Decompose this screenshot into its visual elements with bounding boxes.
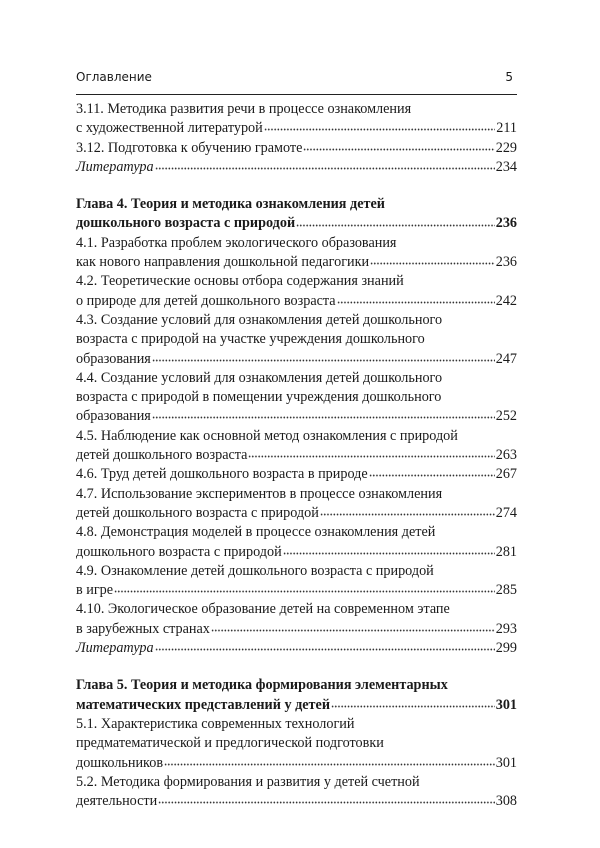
toc-entry[interactable] — [76, 773, 517, 812]
toc-entry-title: Литература — [76, 158, 154, 175]
toc-page-number: 236 — [495, 215, 517, 232]
toc-entry-title: образования — [76, 350, 151, 367]
toc-entry-line: 5.1. Характеристика современных технологий — [76, 715, 355, 732]
toc-page-number: 301 — [495, 754, 517, 771]
toc-entry-last-line — [76, 139, 517, 158]
page-number: 5 — [505, 70, 513, 84]
toc-page-number: 229 — [495, 139, 517, 156]
toc-entry-title: деятельности — [76, 793, 158, 810]
toc-entry-last-line — [76, 446, 517, 465]
toc-entry[interactable] — [76, 234, 517, 273]
toc-entry-line: 4.9. Ознакомление детей дошкольного возраста с природой — [76, 562, 434, 579]
toc-entry-last-line — [76, 292, 517, 311]
toc-entry-line: 5.2. Методика формирования и развития у детей счетной — [76, 773, 420, 790]
toc-entry-title: дошкольного возраста с природой — [76, 543, 282, 560]
toc-entry-line: Глава 5. Теория и методика формирования элементарных — [76, 677, 448, 694]
toc-entry-line: возраста с природой на участке учреждения дошкольного — [76, 331, 425, 348]
dot-leader — [211, 628, 495, 633]
toc-entry-title: в зарубежных странах — [76, 620, 210, 637]
dot-leader — [164, 762, 495, 767]
toc-entry-title: математических представлений у детей — [76, 696, 330, 713]
toc-entry-line: 4.10. Экологическое образование детей на современном этапе — [76, 601, 450, 618]
toc-entry-last-line — [76, 350, 517, 369]
toc-entry-title: детей дошкольного возраста — [76, 447, 248, 464]
toc-page-number: 267 — [495, 466, 517, 483]
toc-entry-last-line — [76, 465, 517, 484]
dot-leader — [320, 512, 495, 517]
toc-page-number: 242 — [495, 292, 517, 309]
toc-chapter[interactable] — [76, 676, 517, 715]
toc-entry-title: детей дошкольного возраста с природой — [76, 504, 319, 521]
toc-entry-title: дошкольного возраста с природой — [76, 215, 296, 232]
toc-entry[interactable] — [76, 715, 517, 773]
toc-entry-last-line — [76, 504, 517, 523]
toc-entry-line: 4.5. Наблюдение как основной метод ознакомления с природой — [76, 427, 458, 444]
dot-leader — [152, 358, 495, 363]
toc-entry-line: 4.8. Демонстрация моделей в процессе ознакомления детей — [76, 524, 436, 541]
toc-page-number: 281 — [495, 543, 517, 560]
toc-entry-line: 4.7. Использование экспериментов в процессе ознакомления — [76, 485, 443, 502]
dot-leader — [369, 473, 495, 478]
toc-entry[interactable] — [76, 427, 517, 466]
toc-entry-title: с художественной литературой — [76, 120, 263, 137]
dot-leader — [155, 166, 495, 171]
toc-entry-title: 4.6. Труд детей дошкольного возраста в природе — [76, 466, 368, 483]
toc-page-number: 252 — [495, 408, 517, 425]
toc-entry-last-line — [76, 158, 517, 177]
toc-entry[interactable] — [76, 272, 517, 311]
toc-entry[interactable] — [76, 465, 517, 484]
toc-entry[interactable] — [76, 139, 517, 158]
toc-entry-line: Глава 4. Теория и методика ознакомления детей — [76, 196, 385, 213]
toc-entry[interactable] — [76, 100, 517, 139]
dot-leader — [296, 223, 495, 228]
section-gap — [76, 658, 517, 676]
toc-entry-title: Литература — [76, 640, 154, 657]
toc-page-number: 293 — [495, 620, 517, 637]
running-header-title: Оглавление — [76, 70, 152, 84]
toc-entry[interactable] — [76, 600, 517, 639]
dot-leader — [248, 454, 494, 459]
toc-page-number: 285 — [495, 582, 517, 599]
toc-page-number: 263 — [495, 447, 517, 464]
toc-entry-last-line — [76, 620, 517, 639]
dot-leader — [303, 147, 494, 152]
toc-entry-title: дошкольников — [76, 754, 164, 771]
toc-entry-last-line — [76, 792, 517, 811]
toc-entry-last-line — [76, 253, 517, 272]
toc-entry-title: образования — [76, 408, 151, 425]
toc-entry-line: 3.11. Методика развития речи в процессе ознакомления — [76, 101, 412, 117]
toc-entry-line: 4.3. Создание условий для ознакомления детей дошкольного — [76, 311, 443, 328]
toc-entry-line: 4.1. Разработка проблем экологического образования — [76, 234, 397, 251]
dot-leader — [158, 800, 495, 805]
toc-entry-line: возраста с природой в помещении учреждения дошкольного — [76, 389, 442, 406]
toc-entry-last-line — [76, 581, 517, 600]
toc-entry-line: 4.4. Создание условий для ознакомления детей дошкольного — [76, 369, 443, 386]
toc-entry-last-line — [76, 639, 517, 658]
toc-entry-line: 4.2. Теоретические основы отбора содержания знаний — [76, 273, 404, 290]
dot-leader — [155, 647, 495, 652]
dot-leader — [337, 300, 495, 305]
toc-page-number: 247 — [495, 350, 517, 367]
toc-entry-last-line — [76, 543, 517, 562]
toc-entry[interactable] — [76, 562, 517, 601]
dot-leader — [331, 704, 495, 709]
toc-entry-title: о природе для детей дошкольного возраста — [76, 292, 336, 309]
section-gap — [76, 177, 517, 195]
toc-entry[interactable] — [76, 311, 517, 369]
toc-page-number: 234 — [495, 158, 517, 175]
dot-leader — [283, 551, 495, 556]
toc-page-number: 308 — [495, 793, 517, 810]
toc-literature[interactable] — [76, 639, 517, 658]
toc-page-number: 301 — [495, 696, 517, 713]
toc-entry-title: как нового направления дошкольной педагогики — [76, 254, 370, 271]
toc-entry[interactable] — [76, 523, 517, 562]
running-header — [76, 66, 517, 86]
toc-entry[interactable] — [76, 369, 517, 427]
dot-leader — [370, 261, 495, 266]
toc-entry-title: 3.12. Подготовка к обучению грамоте — [76, 139, 303, 156]
toc-entry-last-line — [76, 407, 517, 426]
table-of-contents — [76, 100, 517, 811]
dot-leader — [114, 589, 495, 594]
dot-leader — [264, 127, 496, 132]
toc-page-number: 211 — [496, 120, 517, 137]
toc-entry-title: в игре — [76, 582, 114, 599]
toc-literature[interactable] — [76, 158, 517, 177]
toc-page-number: 299 — [495, 640, 517, 657]
toc-entry[interactable] — [76, 485, 517, 524]
toc-entry-last-line — [76, 696, 517, 715]
toc-entry-last-line — [76, 214, 517, 233]
toc-page-number: 274 — [495, 504, 517, 521]
dot-leader — [152, 415, 495, 420]
header-divider — [76, 94, 517, 95]
toc-entry-line: предматематической и предлогической подготовки — [76, 735, 384, 752]
toc-page-number: 236 — [495, 254, 517, 271]
toc-entry-last-line — [76, 119, 517, 138]
toc-chapter[interactable] — [76, 195, 517, 234]
toc-entry-last-line — [76, 754, 517, 773]
